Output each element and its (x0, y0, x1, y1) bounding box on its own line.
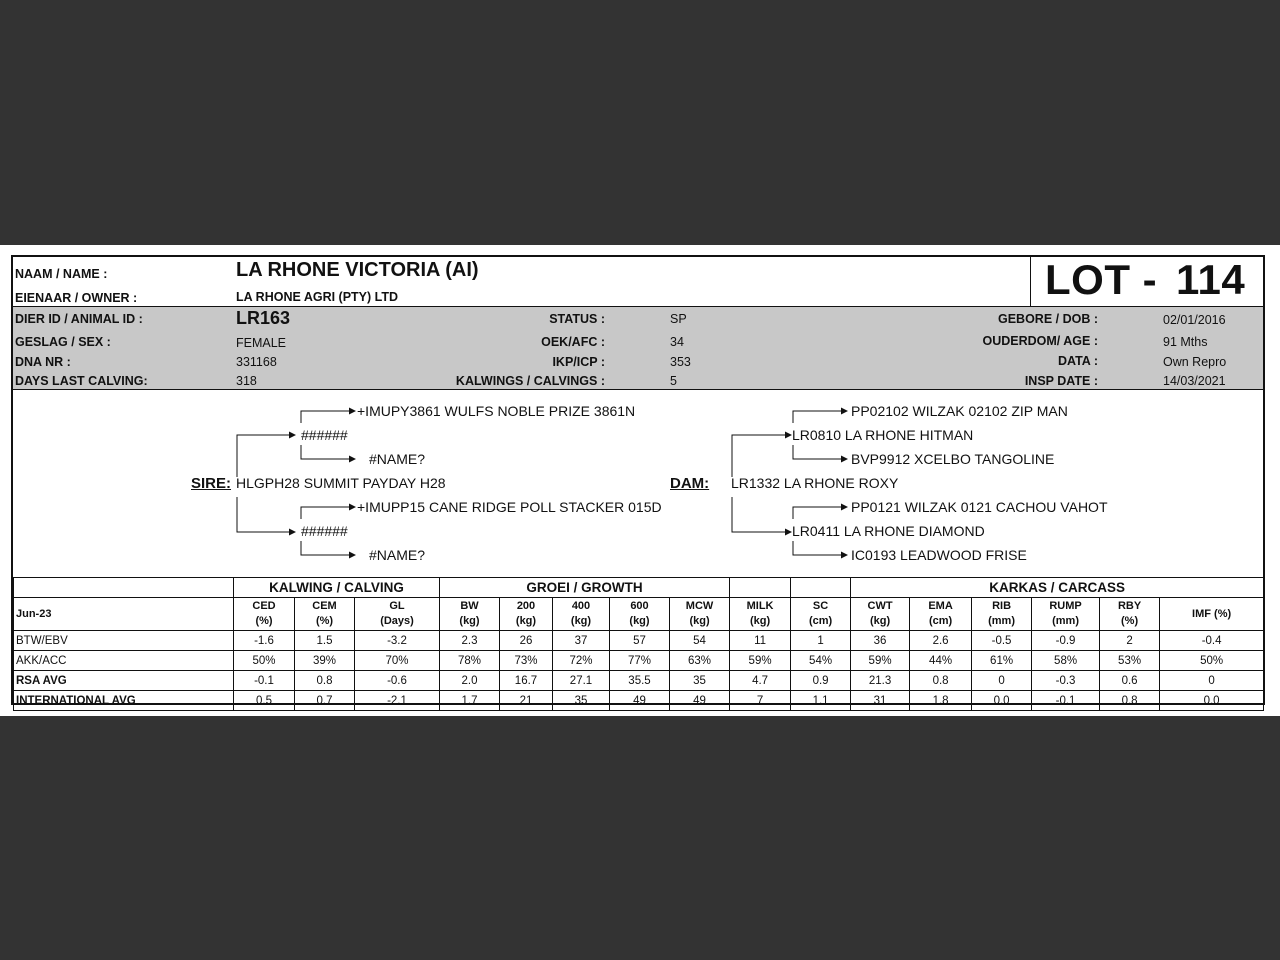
table-cell: 1.8 (910, 691, 972, 711)
ebv-header-row (14, 598, 1264, 631)
table-cell: 0 (972, 671, 1032, 691)
table-cell: 0.0 (972, 691, 1032, 711)
table-row (14, 631, 1264, 651)
sex-value: FEMALE (236, 336, 287, 350)
insp-label: INSP DATE : (1024, 374, 1098, 388)
col-gl: GL (Days) (355, 598, 440, 631)
group-growth: GROEI / GROWTH (440, 578, 730, 598)
line-dd-dam (793, 541, 847, 555)
table-cell: -0.1 (234, 671, 295, 691)
status-value: SP (670, 312, 687, 326)
line-ss-sire (301, 411, 355, 423)
table-cell: -3.2 (355, 631, 440, 651)
table-cell: 2.0 (440, 671, 500, 691)
line-sd-sire (301, 507, 355, 519)
group-milk-blank (730, 578, 791, 598)
table-cell: 27.1 (553, 671, 610, 691)
table-cell: 78% (440, 651, 500, 671)
col-rby: RBY (%) (1100, 598, 1160, 631)
table-cell: 4.7 (730, 671, 791, 691)
insp-value: 14/03/2021 (1163, 374, 1226, 388)
table-cell: -0.9 (1032, 631, 1100, 651)
data-label: DATA : (1057, 354, 1098, 368)
ebv-date: Jun-23 (14, 598, 234, 631)
table-cell: 61% (972, 651, 1032, 671)
table-cell: 2.6 (910, 631, 972, 651)
sire-dam-dam: #NAME? (369, 547, 426, 563)
table-cell: 0 (1160, 671, 1264, 691)
row-label: INTERNATIONAL AVG (14, 691, 234, 711)
table-cell: -2.1 (355, 691, 440, 711)
table-cell: 1.1 (791, 691, 851, 711)
group-carcass: KARKAS / CARCASS (851, 578, 1264, 598)
table-cell: 72% (553, 651, 610, 671)
animal-name: LA RHONE VICTORIA (AI) (236, 259, 479, 281)
pedigree-connectors (13, 257, 1263, 577)
table-cell: 31 (851, 691, 910, 711)
table-cell: 2 (1100, 631, 1160, 651)
table-cell: 49 (610, 691, 670, 711)
lot-card (11, 255, 1265, 705)
table-cell: 70% (355, 651, 440, 671)
table-cell: 39% (295, 651, 355, 671)
col-mcw: MCW (kg) (670, 598, 730, 631)
col-rib: RIB (mm) (972, 598, 1032, 631)
age-value: 91 Mths (1163, 335, 1208, 349)
col-cwt: CWT (kg) (851, 598, 910, 631)
age-label: OUDERDOM/ AGE : (982, 334, 1098, 348)
table-cell: 35 (670, 671, 730, 691)
table-cell: 35.5 (610, 671, 670, 691)
table-row (14, 651, 1264, 671)
table-cell: 58% (1032, 651, 1100, 671)
data-value: Own Repro (1163, 355, 1227, 369)
dam-dam-dam: IC0193 LEADWOOD FRISE (851, 547, 1027, 563)
table-cell: 35 (553, 691, 610, 711)
table-cell: 59% (730, 651, 791, 671)
table-cell: -0.1 (1032, 691, 1100, 711)
calvings-label: KALWINGS / CALVINGS : (455, 374, 605, 388)
calvings-value: 5 (670, 374, 677, 388)
table-cell: 21 (500, 691, 553, 711)
col-milk: MILK (kg) (730, 598, 791, 631)
line-sd-dam (301, 541, 355, 555)
table-cell: 59% (851, 651, 910, 671)
table-cell: 57 (610, 631, 670, 651)
table-cell: -0.4 (1160, 631, 1264, 651)
table-cell: 26 (500, 631, 553, 651)
col-cem: CEM (%) (295, 598, 355, 631)
group-sc-blank (791, 578, 851, 598)
table-cell: -0.6 (355, 671, 440, 691)
col-600: 600 (kg) (610, 598, 670, 631)
group-calving: KALWING / CALVING (234, 578, 440, 598)
dna-value: 331168 (236, 355, 277, 369)
table-cell: 73% (500, 651, 553, 671)
dob-label: GEBORE / DOB : (997, 312, 1098, 326)
table-cell: 0.7 (295, 691, 355, 711)
col-imf: IMF (%) (1160, 598, 1264, 631)
sire-dam-sire: +IMUPP15 CANE RIDGE POLL STACKER 015D (357, 499, 662, 515)
col-rump: RUMP (mm) (1032, 598, 1100, 631)
table-cell: 77% (610, 651, 670, 671)
dob-value: 02/01/2016 (1163, 313, 1226, 327)
table-cell: 53% (1100, 651, 1160, 671)
table-cell: 54% (791, 651, 851, 671)
sex-label: GESLAG / SEX : (15, 335, 111, 349)
sire-name: HLGPH28 SUMMIT PAYDAY H28 (236, 475, 446, 491)
dam-dam: LR0411 LA RHONE DIAMOND (792, 523, 985, 539)
group-blank (14, 578, 234, 598)
line-sire-to-sire-dam (237, 497, 295, 532)
col-bw: BW (kg) (440, 598, 500, 631)
line-ss-dam (301, 445, 355, 459)
animal-id-label: DIER ID / ANIMAL ID : (15, 312, 143, 326)
lot-label: LOT - (1045, 256, 1158, 303)
row-label: RSA AVG (14, 671, 234, 691)
line-dam-to-dam-sire (732, 435, 791, 477)
table-cell: 0.8 (1100, 691, 1160, 711)
table-cell: 54 (670, 631, 730, 651)
line-ds-sire (793, 411, 847, 423)
line-sire-to-sire-sire (237, 435, 295, 477)
table-cell: 16.7 (500, 671, 553, 691)
dam-sire-sire: PP02102 WILZAK 02102 ZIP MAN (851, 403, 1068, 419)
table-cell: 1.7 (440, 691, 500, 711)
table-cell: 11 (730, 631, 791, 651)
table-cell: -1.6 (234, 631, 295, 651)
icp-value: 353 (670, 355, 691, 369)
dam-sire: LR0810 LA RHONE HITMAN (792, 427, 974, 443)
icp-label: IKP/ICP : (552, 355, 605, 369)
dam-sire-dam: BVP9912 XCELBO TANGOLINE (851, 451, 1055, 467)
row-label: AKK/ACC (14, 651, 234, 671)
table-row (14, 671, 1264, 691)
lot-number: 114 (1176, 256, 1246, 303)
table-cell: 50% (234, 651, 295, 671)
sire-sire-sire: +IMUPY3861 WULFS NOBLE PRIZE 3861N (357, 403, 636, 419)
ebv-group-row (14, 578, 1264, 598)
dna-label: DNA NR : (15, 355, 71, 369)
line-dam-to-dam-dam (732, 497, 791, 532)
days-value: 318 (236, 374, 257, 388)
row-label: BTW/EBV (14, 631, 234, 651)
name-label: NAAM / NAME : (15, 267, 108, 281)
col-400: 400 (kg) (553, 598, 610, 631)
line-dd-sire (793, 507, 847, 519)
table-cell: 50% (1160, 651, 1264, 671)
ebv-table (13, 577, 1264, 711)
col-sc: SC (cm) (791, 598, 851, 631)
lot-sheet (0, 245, 1280, 716)
dam-name: LR1332 LA RHONE ROXY (731, 475, 899, 491)
table-cell: 2.3 (440, 631, 500, 651)
afc-value: 34 (670, 335, 684, 349)
dam-label: DAM: (670, 475, 710, 492)
table-cell: 0.8 (910, 671, 972, 691)
col-ema: EMA (cm) (910, 598, 972, 631)
table-cell: 0.5 (234, 691, 295, 711)
table-cell: 44% (910, 651, 972, 671)
table-cell: -0.5 (972, 631, 1032, 651)
table-cell: 0.8 (295, 671, 355, 691)
dam-dam-sire: PP0121 WILZAK 0121 CACHOU VAHOT (851, 499, 1108, 515)
col-ced: CED (%) (234, 598, 295, 631)
status-label: STATUS : (549, 312, 605, 326)
owner-label: EIENAAR / OWNER : (15, 291, 138, 305)
table-cell: 7 (730, 691, 791, 711)
table-cell: 0.0 (1160, 691, 1264, 711)
animal-id-value: LR163 (236, 308, 291, 328)
table-cell: -0.3 (1032, 671, 1100, 691)
line-ds-dam (793, 445, 847, 459)
table-cell: 0.9 (791, 671, 851, 691)
table-cell: 21.3 (851, 671, 910, 691)
sire-sire: ###### (301, 427, 348, 443)
table-cell: 49 (670, 691, 730, 711)
table-cell: 37 (553, 631, 610, 651)
sire-sire-dam: #NAME? (369, 451, 426, 467)
table-cell: 0.6 (1100, 671, 1160, 691)
col-200: 200 (kg) (500, 598, 553, 631)
ebv-body (14, 631, 1264, 711)
days-label: DAYS LAST CALVING: (15, 374, 148, 388)
table-cell: 63% (670, 651, 730, 671)
table-cell: 1 (791, 631, 851, 651)
table-row (14, 691, 1264, 711)
owner-value: LA RHONE AGRI (PTY) LTD (236, 290, 399, 304)
sire-label: SIRE: (191, 475, 232, 492)
table-cell: 36 (851, 631, 910, 651)
afc-label: OEK/AFC : (541, 335, 605, 349)
sire-dam: ###### (301, 523, 348, 539)
table-cell: 1.5 (295, 631, 355, 651)
